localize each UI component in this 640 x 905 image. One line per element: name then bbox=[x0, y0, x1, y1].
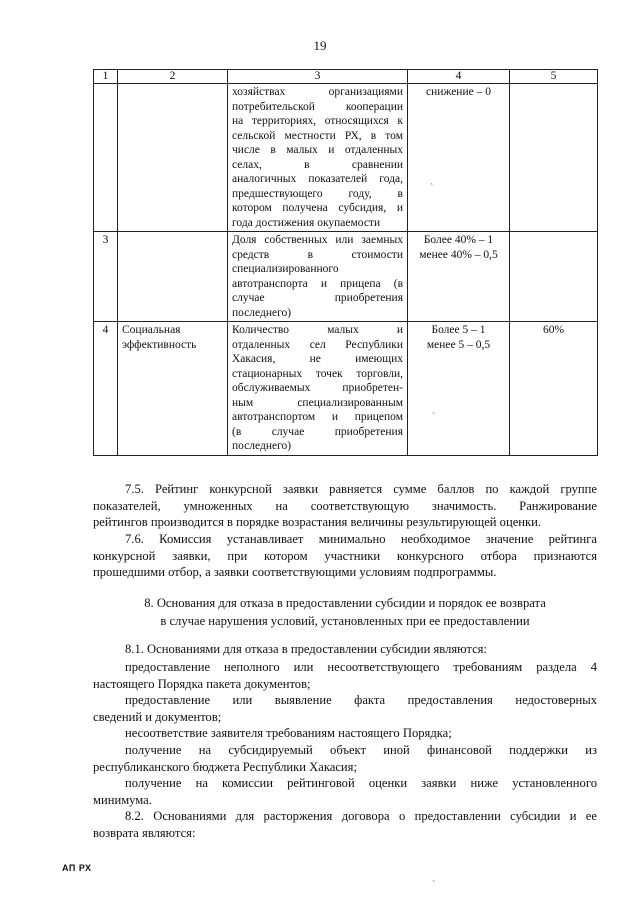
group-cell bbox=[118, 232, 228, 322]
paragraph-line: 7.5. Рейтинг конкурсной заявки равняется сумме баллов по каждой группе bbox=[125, 482, 597, 496]
paragraph-7-6 bbox=[93, 531, 597, 581]
indicator-line: (в случае приобретения bbox=[232, 425, 403, 438]
paragraph-line: конкурсной заявки, при котором участники конкурсного отбора признаются bbox=[93, 548, 597, 563]
indicator-line: на территориях, относящихся к bbox=[232, 115, 403, 127]
table-header-row bbox=[94, 70, 598, 84]
indicator-line: автотранспортом и прицепом bbox=[232, 411, 403, 423]
paragraph-line: настоящего Порядка пакета документов; bbox=[93, 676, 311, 691]
paragraph-line: возврата являются: bbox=[93, 825, 196, 840]
indicator-line: стационарных точек торговли, bbox=[232, 367, 403, 380]
score-line: менее 5 – 0,5 bbox=[426, 338, 491, 351]
indicator-line: числе в малых и отдаленных bbox=[232, 144, 403, 156]
indicator-line: автотранспорта и прицепа (в bbox=[232, 277, 403, 290]
group-cell bbox=[118, 322, 228, 456]
indicator-line: хозяйствах организациями bbox=[232, 86, 403, 98]
indicator-cell bbox=[228, 232, 408, 322]
paragraph-line: республиканского бюджета Республики Хакасия; bbox=[93, 759, 357, 774]
paragraph-line: показателей, умноженных на соответствующую значимость. Ранжирование bbox=[93, 498, 597, 513]
section-8-heading bbox=[93, 594, 597, 630]
list-item bbox=[93, 775, 597, 808]
table-row bbox=[94, 84, 598, 232]
indicator-cell bbox=[228, 84, 408, 232]
score-line: менее 40% – 0,5 bbox=[419, 248, 498, 261]
heading-line: в случае нарушения условий, установленных при ее предоставлении bbox=[160, 614, 530, 628]
indicator-line: года достижения окупаемости bbox=[232, 216, 381, 229]
weight-cell bbox=[510, 232, 598, 322]
header-cell: 3 bbox=[228, 70, 408, 84]
score-line: снижение – 0 bbox=[426, 86, 491, 98]
score-line: Более 40% – 1 bbox=[423, 234, 494, 246]
paragraph-line: получение на комиссии рейтинговой оценки заявки ниже установленного bbox=[125, 776, 597, 790]
list-item bbox=[93, 659, 597, 692]
paragraph-7-5 bbox=[93, 481, 597, 531]
table-row bbox=[94, 322, 598, 456]
header-cell: 4 bbox=[408, 70, 510, 84]
group-cell bbox=[118, 84, 228, 232]
indicator-line: отдаленных сел Республики bbox=[232, 338, 403, 351]
indicator-line: последнего) bbox=[232, 440, 292, 452]
table-row bbox=[94, 232, 598, 322]
row-number: 4 bbox=[94, 322, 118, 456]
header-cell: 5 bbox=[510, 70, 598, 84]
paragraph-line: предоставление неполного или несоответствующего требованиям раздела 4 bbox=[125, 660, 597, 674]
scan-mark: ` bbox=[430, 183, 434, 194]
indicator-line: аналогичных показателей года, bbox=[232, 173, 403, 185]
indicator-line: сельской местности РХ, в том bbox=[232, 129, 403, 142]
list-item bbox=[93, 725, 597, 742]
row-number bbox=[94, 84, 118, 232]
paragraph-line: минимума. bbox=[93, 792, 152, 807]
score-cell bbox=[408, 84, 510, 232]
paragraph-line: сведений и документов; bbox=[93, 709, 222, 724]
indicator-line: котором получена субсидия, и bbox=[232, 202, 403, 214]
page-number: 19 bbox=[313, 38, 327, 53]
indicator-line: обслуживаемых приобретен- bbox=[232, 382, 403, 394]
indicator-cell bbox=[228, 322, 408, 456]
indicator-line: специализированного bbox=[232, 263, 339, 275]
paragraph-line: несоответствие заявителя требованиям настоящего Порядка; bbox=[125, 726, 452, 740]
paragraph-line: 7.6. Комиссия устанавливает минимально необходимое значение рейтинга bbox=[125, 532, 597, 546]
score-cell bbox=[408, 232, 510, 322]
list-item bbox=[93, 742, 597, 775]
heading-line: 8. Основания для отказа в предоставлении субсидии и порядок ее возврата bbox=[144, 596, 546, 610]
indicator-line: средств в стоимости bbox=[232, 248, 403, 261]
group-line: Социальная bbox=[122, 324, 181, 336]
score-cell bbox=[408, 322, 510, 456]
row-number: 3 bbox=[94, 232, 118, 322]
indicator-line: последнего) bbox=[232, 306, 292, 319]
paragraph-line: рейтингов производится в порядке возрастания величины результирующей оценки. bbox=[93, 515, 542, 530]
scan-mark: ` bbox=[432, 880, 436, 891]
paragraph-line: прошедшими отбор, а заявки соответствующими условиям подпрограммы. bbox=[93, 565, 497, 580]
paragraph-line: предоставление или выявление факта предоставления недостоверных bbox=[125, 693, 597, 707]
indicator-line: случае приобретения bbox=[232, 292, 403, 304]
indicator-line: селах, в сравнении bbox=[232, 158, 403, 171]
paragraph-line: 8.1. Основаниями для отказа в предоставлении субсидии являются: bbox=[125, 642, 487, 656]
paragraph-8-2 bbox=[93, 808, 597, 841]
group-line: эффективность bbox=[122, 338, 197, 351]
list-item bbox=[93, 692, 597, 725]
header-cell: 2 bbox=[118, 70, 228, 84]
indicator-line: потребительской кооперации bbox=[232, 100, 403, 113]
criteria-table bbox=[93, 69, 598, 456]
paragraph-line: получение на субсидируемый объект иной финансовой поддержки из bbox=[125, 743, 597, 757]
indicator-line: Хакасия, не имеющих bbox=[232, 353, 403, 365]
indicator-line: Доля собственных или заемных bbox=[232, 234, 403, 246]
scan-mark: ` bbox=[432, 412, 436, 423]
indicator-line: Количество малых и bbox=[232, 324, 403, 336]
archive-stamp: АП РХ bbox=[62, 863, 92, 873]
paragraph-line: 8.2. Основаниями для расторжения договора о предоставлении субсидии и ее bbox=[125, 809, 597, 823]
weight-cell: 60% bbox=[510, 322, 598, 456]
paragraph-8-1 bbox=[93, 641, 597, 658]
indicator-line: ным специализированным bbox=[232, 396, 403, 409]
weight-cell bbox=[510, 84, 598, 232]
indicator-line: предшествующего году, в bbox=[232, 187, 403, 200]
score-line: Более 5 – 1 bbox=[431, 324, 486, 336]
header-cell: 1 bbox=[94, 70, 118, 84]
